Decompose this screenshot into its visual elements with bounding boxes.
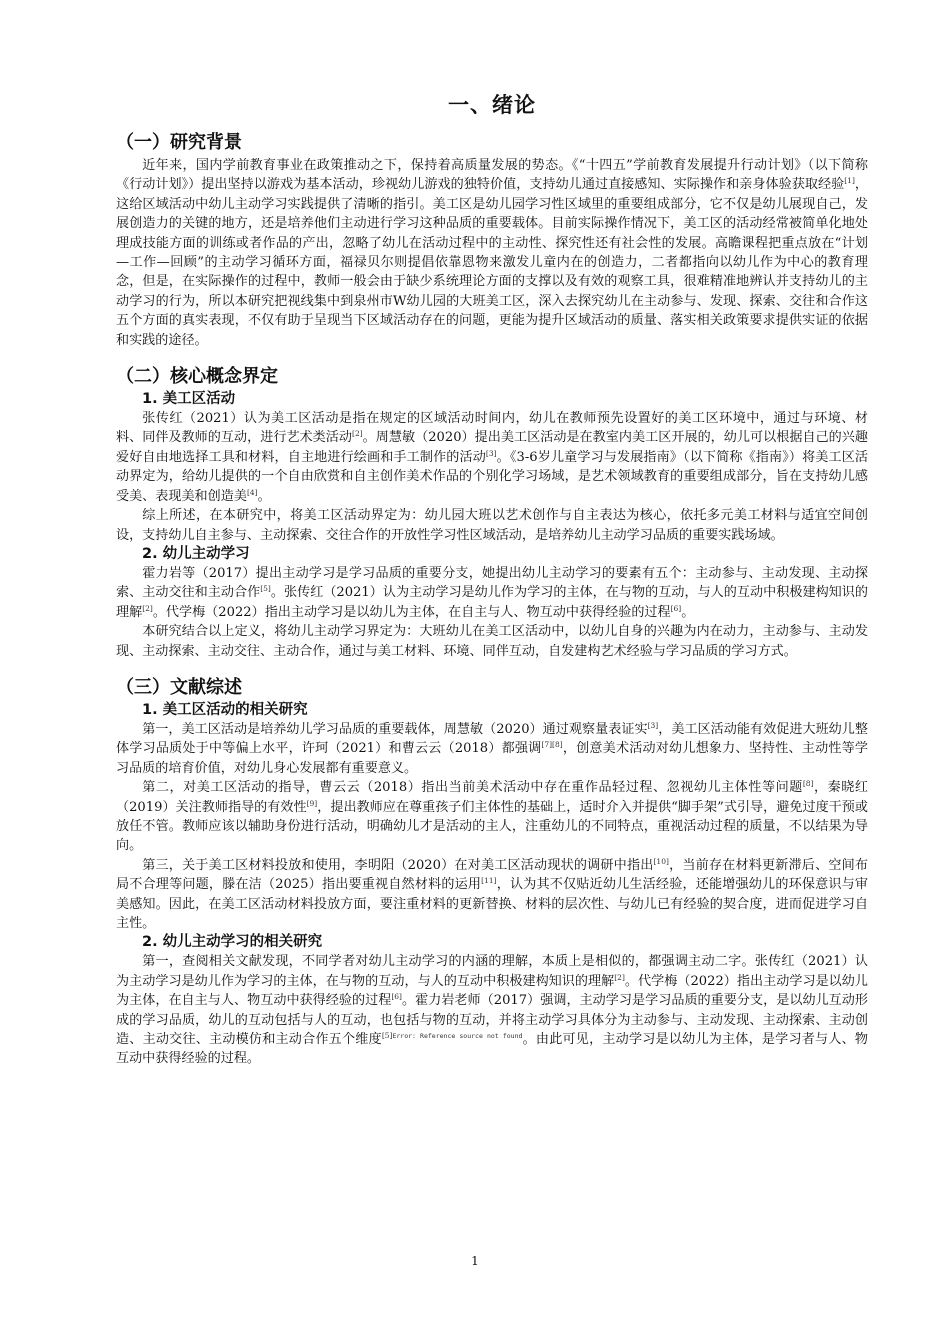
- chapter-heading: 一、绪论: [448, 93, 536, 117]
- document-page: [116, 88, 868, 1069]
- paragraph: 本研究结合以上定义，将幼儿主动学习界定为：大班幼儿在美工区活动中，以幼儿自身的兴趣为内在动力，主动参与、主动发现、主动探索、主动交往、主动合作，通过与美工材料、环境、同伴互动，自发建构艺术经验与学习品质的学习方式。: [116, 624, 868, 659]
- section-title-concepts: （二）核心概念界定: [116, 366, 278, 388]
- paragraph: 综上所述，在本研究中，将美工区活动界定为：幼儿园大班以艺术创作与自主表达为核心，依托多元美工材料与适宜空间创设，支持幼儿自主参与、主动探索、交往合作的开放性学习性区域活动，是培养幼儿主动学习品质的重要实践场域。: [116, 508, 868, 543]
- subsection-title: 2. 幼儿主动学习: [142, 545, 250, 562]
- page-number: 1: [471, 1254, 479, 1268]
- paragraph: 第三，关于美工区材料投放和使用，李明阳（2020）在对美工区活动现状的调研中指出[10]，当前存在材料更新滞后、空间布局不合理等问题，滕在洁（2025）指出要重视自然材料的运用[11]，认为其不仅贴近幼儿生活经验，还能增强幼儿的环保意识与审美感知。因此，在美工区活动材料投放方面，要注重材料的更新替换、材料的层次性、与幼儿已有经验的契合度，进而促进学习自主性。: [116, 856, 869, 931]
- paragraph: 第二，对美工区活动的指导，曹云云（2018）指出当前美术活动中存在重作品轻过程、忽视幼儿主体性等问题[8]，秦晓红（2019）关注教师指导的有效性[9]，提出教师应在尊重孩子们主体性的基础上，适时介入并提供“脚手架”式引导，避免过度干预或放任不管。教师应该以辅助身份进行活动，明确幼儿才是活动的主人，注重幼儿的不同特点，重视活动过程的质量，不以结果为导向。: [116, 779, 869, 854]
- paragraph: 近年来，国内学前教育事业在政策推动之下，保持着高质量发展的势态。《“十四五”学前教育发展提升行动计划》（以下简称《行动计划》）提出坚持以游戏为基本活动，珍视幼儿游戏的独特价值，支持幼儿通过直接感知、实际操作和亲身体验获取经验[1]，这给区域活动中幼儿主动学习实践提供了清晰的指引。美工区是幼儿园学习性区域里的重要组成部分，它不仅是幼儿展现自己，发展创造力的关键的地方，还是培养他们主动进行学习这种品质的重要载体。目前实际操作情况下，美工区的活动经常被简单化地处理成技能方面的训练或者作品的产出，忽略了幼儿在活动过程中的主动性、探究性还有社会性的发展。高瞻课程把重点放在“计划—工作—回顾”的主动学习循环方面，福禄贝尔则提倡依靠恩物来激发儿童内在的创造力，二者都指向以幼儿作为中心的教育理念，但是，在实际操作的过程中，教师一般会由于缺少系统理论方面的支撑以及有效的观察工具，很难精准地辨认并支持幼儿的主动学习的行为，所以本研究把视线集中到泉州市W幼儿园的大班美工区，深入去探究幼儿在主动参与、发现、探索、交往和合作这五个方面的真实表现，不仅有助于呈现当下区域活动存在的问题，更能为提升区域活动的质量、落实相关政策要求提供实证的依据和实践的途径。: [116, 158, 868, 348]
- subsection-title: 1. 美工区活动的相关研究: [142, 701, 308, 718]
- subsection-title: 2. 幼儿主动学习的相关研究: [142, 934, 323, 951]
- paragraph: 霍力岩等（2017）提出主动学习是学习品质的重要分支，她提出幼儿主动学习的要素有五个：主动参与、主动发现、主动探索、主动交往和主动合作[5]。张传红（2021）认为主动学习是幼儿作为学习的主体，在与物的互动，与人的互动中积极建构知识的理解[2]。代学梅（2022）指出主动学习是以幼儿为主体，在自主与人、物互动中获得经验的过程[6]。: [116, 565, 868, 620]
- paragraph: 第一，美工区活动是培养幼儿学习品质的重要载体，周慧敏（2020）通过观察量表证实[3]，美工区活动能有效促进大班幼儿整体学习品质处于中等偏上水平，许珂（2021）和曹云云（2018）都强调[7][8]，创意美术活动对幼儿想象力、坚持性、主动性等学习品质的培育价值，对幼儿身心发展都有重要意义。: [116, 720, 868, 776]
- section-title-background: （一）研究背景: [116, 132, 242, 153]
- paragraph: 张传红（2021）认为美工区活动是指在规定的区域活动时间内，幼儿在教师预先设置好的美工区环境中，通过与环境、材料、同伴及教师的互动，进行艺术类活动[2]。周慧敏（2020）提出美工区活动是在教室内美工区开展的，幼儿可以根据自己的兴趣爱好自由地选择工具和材料，自主地进行绘画和手工制作的活动[3]。《3-6岁儿童学习与发展指南》（以下简称《指南》）将美工区活动界定为，给幼儿提供的一个自由欣赏和自主创作美术作品的个别化学习场域，是艺术领域教育的重要组成部分，旨在支持幼儿感受美、表现美和创造美[4]。: [116, 411, 869, 504]
- paragraph: 第一，查阅相关文献发现，不同学者对幼儿主动学习的内涵的理解，本质上是相似的，都强调主动二字。张传红（2021）认为主动学习是幼儿作为学习的主体，在与物的互动，与人的互动中积极建构知识的理解[2]。代学梅（2022）指出主动学习是以幼儿为主体，在自主与人、物互动中获得经验的过程[6]。霍力岩老师（2017）强调，主动学习是学习品质的重要分支，是以幼儿互动形成的学习品质，幼儿的互动包括与人的互动，也包括与物的互动，并将主动学习具体分为主动参与、主动发现、主动探索、主动创造、主动交往、主动模仿和主动合作五个维度$^{[5]Error: Reference source not found}$。由此可见，主动学习是以幼儿为主体，是学习者与人、物互动中获得经验的过程。: [116, 954, 869, 1067]
- section-title-literature: （三）文献综述: [116, 676, 242, 698]
- subsection-title: 1. 美工区活动: [142, 391, 236, 408]
